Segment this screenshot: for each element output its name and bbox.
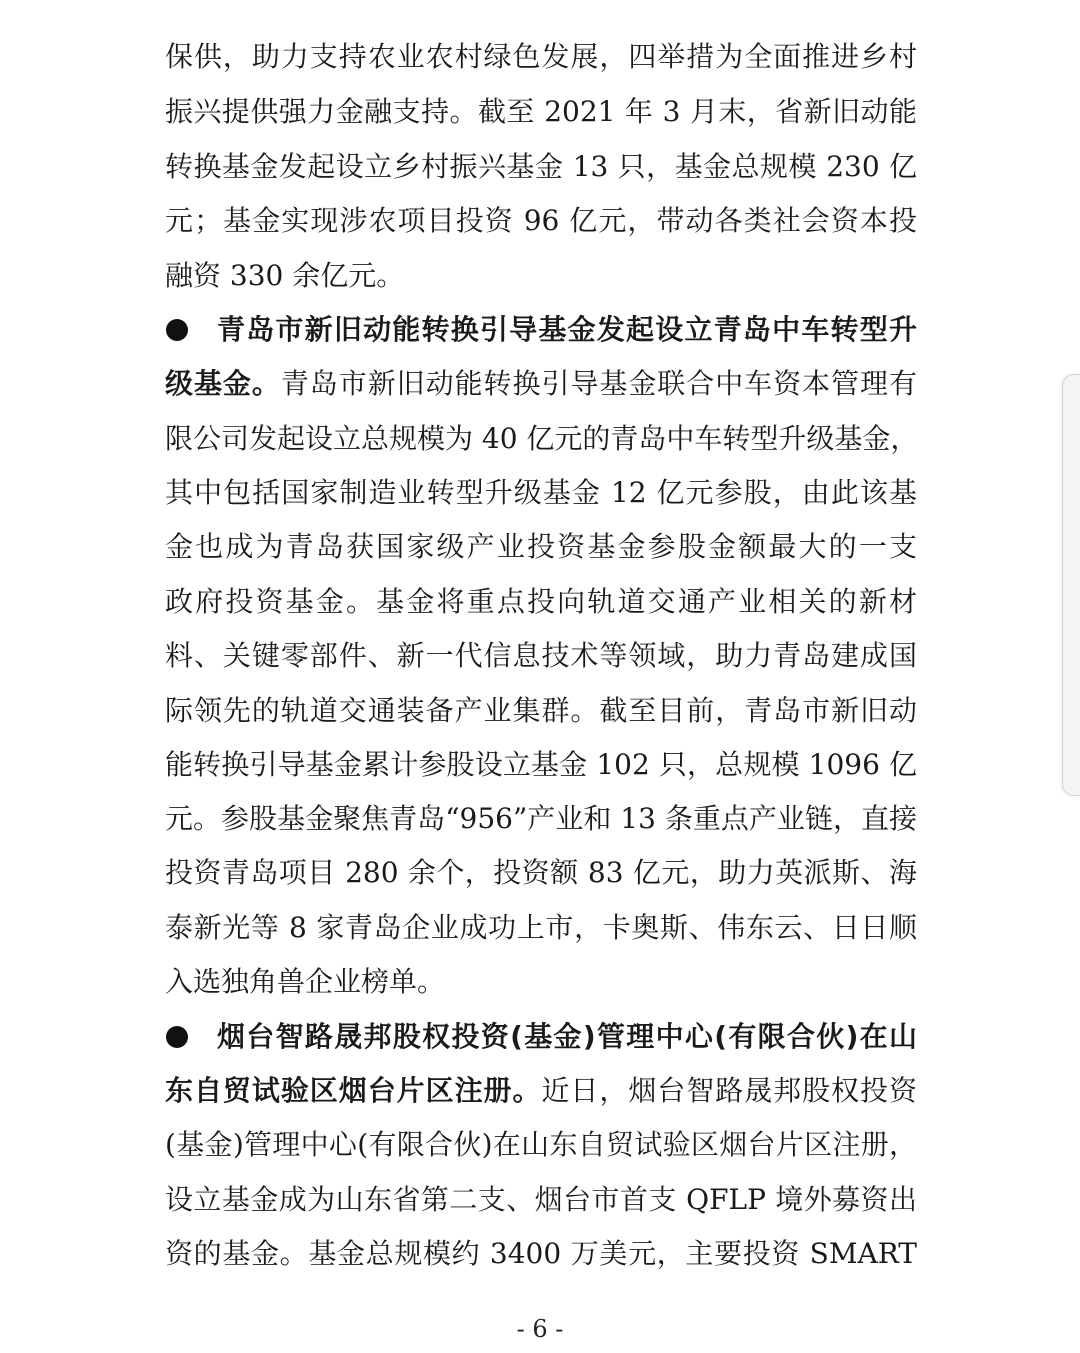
yantai-body-line-1: (基金)管理中心(有限合伙)在山东自贸试验区烟台片区注册， bbox=[165, 1128, 917, 1161]
qingdao-body-line-4: 政府投资基金。基金将重点投向轨道交通产业相关的新材 bbox=[165, 585, 917, 618]
bullet-dot-icon bbox=[166, 319, 188, 341]
qingdao-body-line-7: 能转换引导基金累计参股设立基金 102 只，总规模 1096 亿 bbox=[165, 748, 917, 781]
qingdao-body-line-2: 其中包括国家制造业转型升级基金 12 亿元参股，由此该基 bbox=[165, 476, 917, 509]
yantai-heading-line-1: 烟台智路晟邦股权投资(基金)管理中心(有限合伙)在山 bbox=[217, 1020, 917, 1053]
yantai-body-line-3: 资的基金。基金总规模约 3400 万美元，主要投资 SMART bbox=[165, 1237, 917, 1270]
qingdao-body-line-1: 限公司发起设立总规模为 40 亿元的青岛中车转型升级基金， bbox=[165, 422, 919, 455]
qingdao-heading-line-2 bbox=[165, 364, 917, 404]
qingdao-body-line-10: 泰新光等 8 家青岛企业成功上市，卡奥斯、伟东云、日日顺 bbox=[165, 911, 917, 944]
qingdao-heading-rest: 青岛市新旧动能转换引导基金联合中车资本管理有 bbox=[280, 367, 917, 400]
qingdao-body-line-3: 金也成为青岛获国家级产业投资基金参股金额最大的一支 bbox=[165, 530, 917, 563]
yantai-heading-bold: 东自贸试验区烟台片区注册。 bbox=[165, 1074, 542, 1107]
page-number: - 6 - bbox=[516, 1315, 564, 1343]
scroll-handle[interactable] bbox=[1062, 374, 1080, 796]
qingdao-heading-bold: 级基金。 bbox=[165, 367, 281, 400]
intro-line-3: 转换基金发起设立乡村振兴基金 13 只，基金总规模 230 亿 bbox=[165, 150, 917, 183]
yantai-heading-rest: 近日，烟台智路晟邦股权投资 bbox=[541, 1074, 917, 1107]
bullet-dot-icon bbox=[166, 1026, 188, 1048]
qingdao-body-line-6: 际领先的轨道交通装备产业集群。截至目前，青岛市新旧动 bbox=[165, 694, 917, 727]
intro-line-2: 振兴提供强力金融支持。截至 2021 年 3 月末，省新旧动能 bbox=[165, 95, 917, 128]
yantai-body-line-2: 设立基金成为山东省第二支、烟台市首支 QFLP 境外募资出 bbox=[165, 1183, 917, 1216]
yantai-heading-line-2 bbox=[165, 1071, 917, 1111]
qingdao-body-line-5: 料、关键零部件、新一代信息技术等领域，助力青岛建成国 bbox=[165, 639, 917, 672]
qingdao-heading-line-1: 青岛市新旧动能转换引导基金发起设立青岛中车转型升 bbox=[217, 313, 917, 346]
intro-line-4: 元；基金实现涉农项目投资 96 亿元，带动各类社会资本投 bbox=[165, 204, 917, 237]
qingdao-body-line-9: 投资青岛项目 280 余个，投资额 83 亿元，助力英派斯、海 bbox=[165, 856, 917, 889]
qingdao-body-line-8: 元。参股基金聚焦青岛“956”产业和 13 条重点产业链，直接 bbox=[165, 802, 917, 835]
qingdao-body-line-11: 入选独角兽企业榜单。 bbox=[165, 965, 446, 998]
intro-line-1: 保供，助力支持农业农村绿色发展，四举措为全面推进乡村 bbox=[165, 40, 917, 73]
intro-line-5: 融资 330 余亿元。 bbox=[165, 259, 405, 292]
